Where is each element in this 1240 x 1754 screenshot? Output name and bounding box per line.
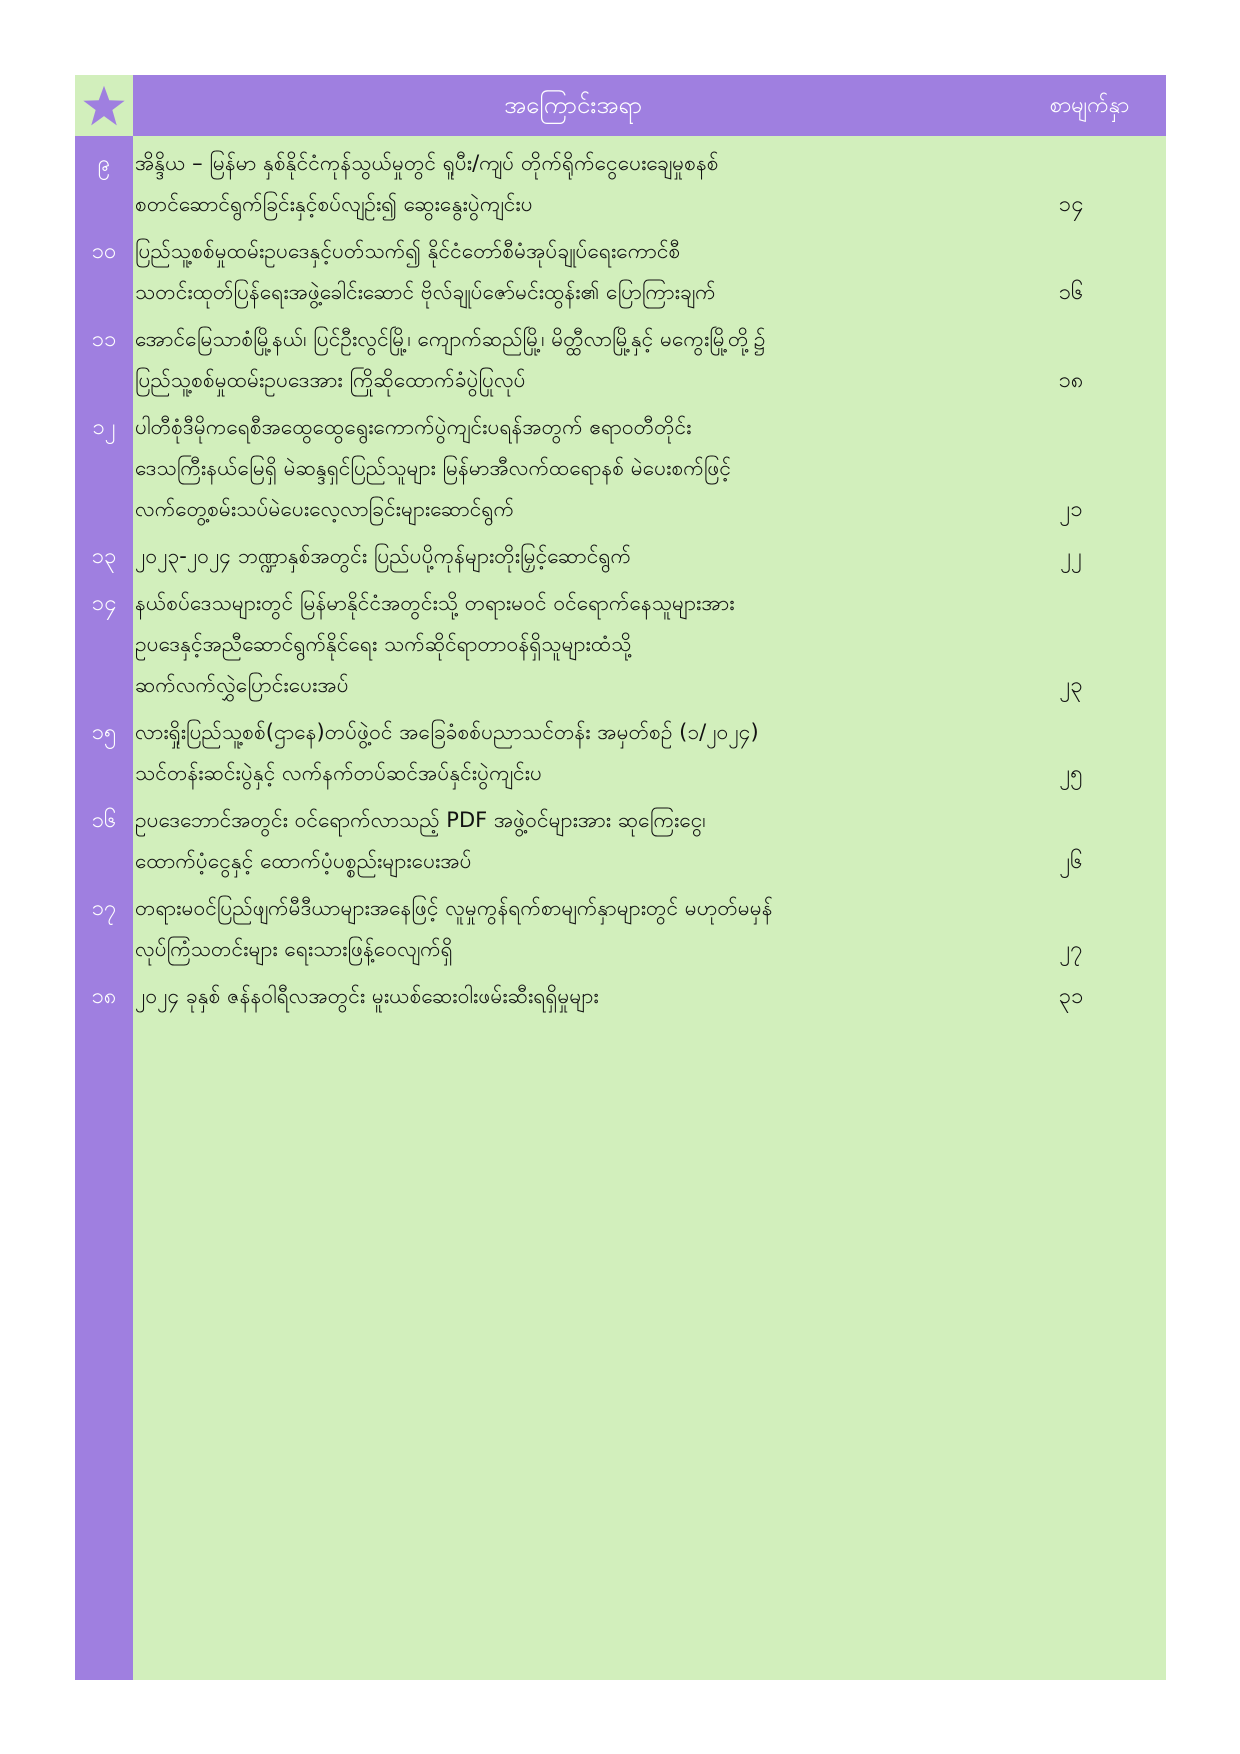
entry-title [135, 888, 975, 970]
toc-entry[interactable] [75, 888, 1166, 970]
entry-number: ၁၃ [91, 544, 117, 569]
entry-number: ၁၆ [91, 808, 117, 833]
entry-number: ၉ [97, 151, 111, 176]
entry-page-number: ၁၄ [1058, 192, 1084, 217]
entry-number: ၁၁ [91, 327, 117, 352]
entry-title-line: တရားမဝင်ပြည်ဖျက်မီဒီယာများအနေဖြင့် လူမှုကွန်ရက်စာမျက်နှာများတွင် မဟုတ်မမှန် [135, 896, 773, 920]
entry-title [135, 143, 975, 225]
entry-page-number: ၂၇ [1059, 937, 1083, 962]
entry-title [135, 976, 975, 1017]
entry-title [135, 231, 975, 313]
entry-page-number: ၂၅ [1059, 761, 1083, 786]
toc-entry[interactable] [75, 231, 1166, 313]
entry-title-line: ဥပဒေနှင့်အညီဆောင်ရွက်နိုင်ရေး သက်ဆိုင်ရာတာဝန်ရှိသူများထံသို့ [135, 632, 632, 656]
entry-title [135, 407, 975, 530]
entry-list [75, 143, 1166, 1023]
entry-number: ၁၂ [92, 415, 116, 440]
entry-title-line: ဒေသကြီးနယ်မြေရှိ မဲဆန္ဒရှင်ပြည်သူများ မြန်မာအီလက်ထရောနစ် မဲပေးစက်ဖြင့် [135, 456, 732, 480]
toc-entry[interactable] [75, 712, 1166, 794]
entry-number: ၁၄ [91, 591, 117, 616]
entry-title-line: နယ်စပ်ဒေသများတွင် မြန်မာနိုင်ငံအတွင်းသို့ တရားမဝင် ဝင်ရောက်နေသူများအား [135, 591, 735, 615]
entry-page-number: ၁၆ [1058, 280, 1084, 305]
toc-entry[interactable] [75, 143, 1166, 225]
toc-entry[interactable] [75, 319, 1166, 401]
entry-title-line: ထောက်ပံ့ငွေနှင့် ထောက်ပံ့ပစ္စည်းများပေးအပ် [135, 849, 472, 873]
entry-title [135, 800, 975, 882]
entry-title [135, 319, 975, 401]
entry-page-number: ၂၁ [1059, 497, 1083, 522]
entry-page-number: ၂၆ [1059, 849, 1083, 874]
toc-entry[interactable] [75, 407, 1166, 530]
entry-title-line: လုပ်ကြံသတင်းများ ရေးသားဖြန့်ဝေလျက်ရှိ [135, 937, 453, 961]
entry-title-line: ဆက်လက်လွှဲပြောင်းပေးအပ် [135, 673, 349, 697]
entry-title-line: ၂၀၂၄ ခုနှစ် ဇန်နဝါရီလအတွင်း မူးယစ်ဆေးဝါးဖမ်းဆီးရရှိမှုများ [135, 984, 599, 1008]
entry-number: ၁၀ [91, 239, 117, 264]
entry-title [135, 712, 975, 794]
star-badge [75, 75, 133, 136]
entry-title-line: ပြည်သူ့စစ်မှုထမ်းဥပဒေအား ကြိုဆိုထောက်ခံပွဲပြုလုပ် [135, 368, 526, 392]
contents-header [133, 75, 1166, 136]
entry-title-line: ၂၀၂၃-၂၀၂၄ ဘဏ္ဍာနှစ်အတွင်း ပြည်ပပို့ကုန်များတိုးမြှင့်ဆောင်ရွက် [135, 544, 632, 568]
page-column-label: စာမျက်နှာ [1049, 93, 1130, 118]
entry-number: ၁၇ [91, 896, 117, 921]
toc-entry[interactable] [75, 536, 1166, 577]
star-icon [82, 84, 126, 128]
entry-title-line: သတင်းထုတ်ပြန်ရေးအဖွဲ့ခေါင်းဆောင် ဗိုလ်ချုပ်ဇော်မင်းထွန်း၏ ပြောကြားချက် [135, 280, 716, 304]
entry-title-line: စတင်ဆောင်ရွက်ခြင်းနှင့်စပ်လျဉ်း၍ ဆွေးနွေးပွဲကျင်းပ [135, 192, 533, 216]
toc-entry[interactable] [75, 976, 1166, 1017]
entry-title-line: ပြည်သူ့စစ်မှုထမ်းဥပဒေနှင့်ပတ်သက်၍ နိုင်ငံတော်စီမံအုပ်ချုပ်ရေးကောင်စီ [135, 239, 681, 263]
contents-title: အကြောင်းအရာ [504, 91, 642, 119]
entry-title [135, 536, 975, 577]
entry-title-line: သင်တန်းဆင်းပွဲနှင့် လက်နက်တပ်ဆင်အပ်နှင်းပွဲကျင်းပ [135, 761, 542, 785]
entry-page-number: ၂၂ [1060, 544, 1082, 569]
entry-title-line: ပါတီစုံဒီမိုကရေစီအထွေထွေရွေးကောက်ပွဲကျင်းပရန်အတွက် ဧရာဝတီတိုင်း [135, 415, 692, 439]
entry-number: ၁၈ [91, 984, 117, 1009]
entry-title-line: ဥပဒေဘောင်အတွင်း ဝင်ရောက်လာသည့် PDF အဖွဲ့ဝင်များအား ဆုကြေးငွေ၊ [135, 808, 706, 832]
entry-title-line: လားရှိုးပြည်သူ့စစ်(ဌာနေ)တပ်ဖွဲ့ဝင် အခြေခံစစ်ပညာသင်တန်း အမှတ်စဉ် (၁/၂၀၂၄) [135, 720, 759, 744]
toc-entry[interactable] [75, 800, 1166, 882]
entry-title-line: အိန္ဒိယ – မြန်မာ နှစ်နိုင်ငံကုန်သွယ်မှုတွင် ရူပီး/ကျပ် တိုက်ရိုက်ငွေပေးချေမှုစနစ် [135, 151, 719, 175]
entry-title-line: လက်တွေ့စမ်းသပ်မဲပေးလေ့လာခြင်းများဆောင်ရွက် [135, 497, 515, 521]
entry-page-number: ၂၃ [1059, 673, 1083, 698]
entry-page-number: ၃၁ [1058, 984, 1084, 1009]
toc-entry[interactable] [75, 583, 1166, 706]
table-of-contents [75, 75, 1166, 1680]
entry-number: ၁၅ [91, 720, 117, 745]
entry-page-number: ၁၈ [1058, 368, 1084, 393]
entry-title [135, 583, 975, 706]
entry-title-line: အောင်မြေသာစံမြို့နယ်၊ ပြင်ဦးလွင်မြို့၊ ကျောက်ဆည်မြို့၊ မိတ္ထီလာမြို့နှင့် မကွေးမြို့တို့၌ [135, 327, 766, 351]
